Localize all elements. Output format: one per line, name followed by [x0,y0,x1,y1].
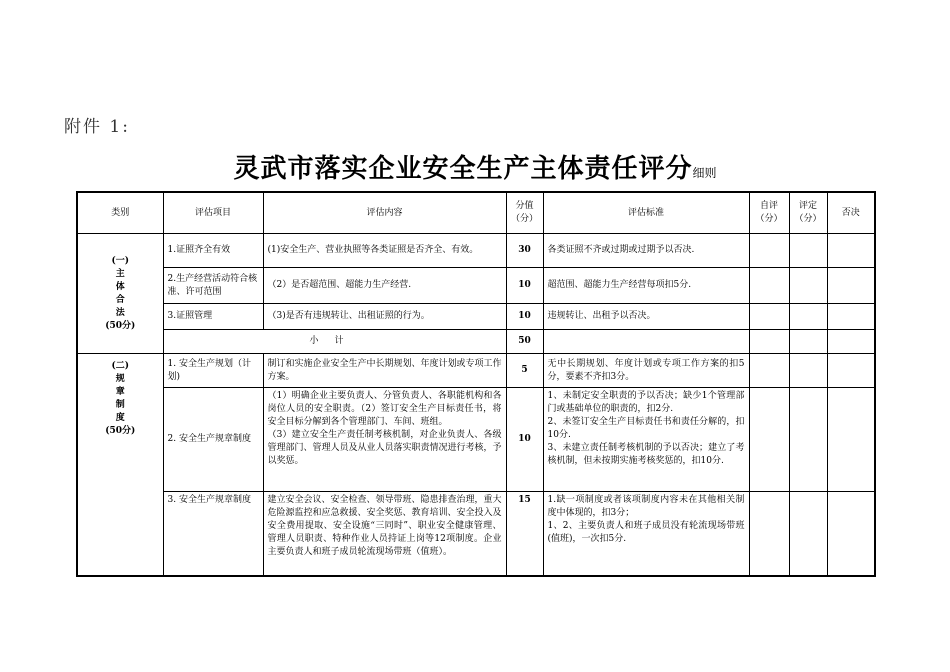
veto-cell[interactable] [827,492,875,576]
veto-cell[interactable] [827,330,875,354]
item-cell: 2. 安全生产规章制度 [163,388,263,492]
subtotal-score: 50 [506,330,543,354]
rating-cell[interactable] [789,234,827,268]
rating-cell[interactable] [789,330,827,354]
self-eval-cell[interactable] [749,268,789,304]
item-cell: 3. 安全生产规章制度 [163,492,263,576]
standard-cell: 1.缺一项制度或者该项制度内容未在其他相关制度中体现的，扣3分； 1、2、主要负责人和班子成员没有轮流现场带班(值班)，一次扣5分. [543,492,749,576]
rating-cell[interactable] [789,388,827,492]
item-cell: 1.证照齐全有效 [163,234,263,268]
subtotal-row [77,330,875,354]
scoring-table [76,191,876,577]
category-number: (二) [111,361,130,371]
standard-cell: 超范围、超能力生产经营每项扣5分. [543,268,749,304]
score-cell: 10 [506,268,543,304]
category-char: 法 [115,307,125,318]
self-eval-cell[interactable] [749,492,789,576]
score-cell: 10 [506,304,543,330]
category-char: 章 [115,387,125,397]
standard-cell: 各类证照不齐或过期或过期予以否决. [543,234,749,268]
table-row [77,234,875,268]
category-number: (一) [111,255,130,266]
content-cell: 建立安全会议、安全检查、领导带班、隐患排查治理，重大危险源监控和应急救援、安全奖惩、教育培训、安全投入及安全费用提取、安全设施“三同时”、职业安全健康管理、管理人员职责、特种作业人员持证上岗等12项制度。企业主要负责人和班子成员轮流现场带班（值班）。 [263,492,506,576]
content-cell: （3)是否有违规转让、出租证照的行为。 [263,304,506,330]
item-cell: 3.证照管理 [163,304,263,330]
header-rating: 评定（分） [789,192,827,234]
content-cell: 制订和实施企业安全生产中长期规划、年度计划或专项工作方案。 [263,354,506,388]
item-cell: 2.生产经营活动符合核准、许可范围 [163,268,263,304]
header-standard: 评估标准 [543,192,749,234]
standard-cell: 1、未制定安全职责的予以否决；缺少1个管理部门或基础单位的职责的，扣2分. 2、未签订安全生产目标责任书和责任分解的，扣10分. 3、未建立责任制考核机制的予以否决；建立了考核机制，但未按期实施考核奖惩的，扣10分. [543,388,749,492]
rating-cell[interactable] [789,492,827,576]
score-cell: 5 [506,354,543,388]
category-char: 度 [115,413,125,423]
veto-cell[interactable] [827,388,875,492]
header-veto: 否决 [827,192,875,234]
category-char: 主 [115,268,125,279]
category-char: 体 [115,281,125,292]
self-eval-cell[interactable] [749,388,789,492]
document-title [0,148,950,185]
subtotal-standard-cell [543,330,749,354]
score-cell: 10 [506,388,543,492]
self-eval-cell[interactable] [749,304,789,330]
table-row [77,354,875,388]
rating-cell[interactable] [789,304,827,330]
veto-cell[interactable] [827,354,875,388]
title-main: 灵武市落实企业安全生产主体责任评分 [233,154,693,184]
content-cell: （1）明确企业主要负责人、分管负责人、各职能机构和各岗位人员的安全职责。（2）签订安全生产目标责任书，将安全目标分解到各个管理部门、车间、班组。 （3）建立安全生产责任制考核机制，对企业负责人、各级管理部门、管理人员及从业人员落实职责情况进行考核，予以奖惩。 [263,388,506,492]
category-char: 制 [115,400,125,410]
subtotal-label: 小计 [163,330,506,354]
veto-cell[interactable] [827,234,875,268]
table-row [77,492,875,576]
category-points: (50分) [105,426,136,436]
header-item: 评估项目 [163,192,263,234]
score-cell: 15 [506,492,543,576]
header-content: 评估内容 [263,192,506,234]
rating-cell[interactable] [789,268,827,304]
category-points: (50分) [105,320,136,331]
header-row [77,192,875,234]
content-cell: (1)安全生产、营业执照等各类证照是否齐全、有效。 [263,234,506,268]
rating-cell[interactable] [789,354,827,388]
content-cell: （2）是否超范围、超能力生产经营. [263,268,506,304]
attachment-label: 附件 1: [64,117,130,137]
table-row [77,388,875,492]
table-row [77,304,875,330]
category-cell [77,354,163,576]
standard-cell: 无中长期规划、年度计划或专项工作方案的扣5分，要素不齐扣3分。 [543,354,749,388]
header-score: 分值（分） [506,192,543,234]
table-row [77,268,875,304]
standard-cell: 违规转让、出租予以否决。 [543,304,749,330]
item-cell: 1. 安全生产规划（计划) [163,354,263,388]
title-suffix: 细则 [692,166,717,180]
header-category: 类别 [77,192,163,234]
veto-cell[interactable] [827,304,875,330]
self-eval-cell[interactable] [749,234,789,268]
veto-cell[interactable] [827,268,875,304]
self-eval-cell[interactable] [749,354,789,388]
score-cell: 30 [506,234,543,268]
header-self-eval: 自评（分） [749,192,789,234]
category-cell [77,234,163,354]
category-char: 规 [115,374,125,384]
self-eval-cell[interactable] [749,330,789,354]
category-char: 合 [115,294,125,305]
